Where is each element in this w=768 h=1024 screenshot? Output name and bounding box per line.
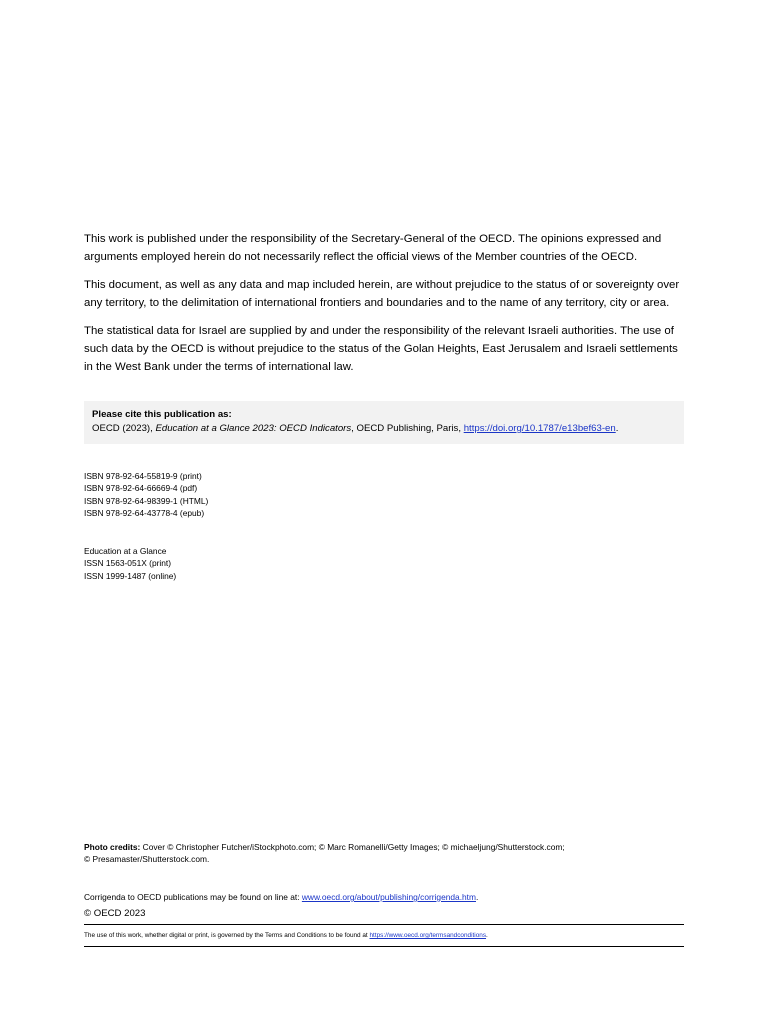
isbn-pdf: ISBN 978-92-64-66669-4 (pdf) — [84, 483, 198, 494]
citation-end: . — [615, 423, 619, 434]
terms-note — [84, 931, 488, 941]
citation-doi-link[interactable]: https://doi.org/10.1787/e13bef63-en — [463, 423, 616, 434]
photo-credits-line2: © Presamaster/Shutterstock.com. — [84, 854, 210, 865]
photo-credits — [84, 841, 684, 866]
isbn-html: ISBN 978-92-64-98399-1 (HTML) — [84, 495, 209, 506]
corrigenda-link[interactable]: www.oecd.org/about/publishing/corrigenda.htm — [301, 892, 476, 902]
issn-list — [84, 545, 176, 582]
disclaimer-paragraph-israel: The statistical data for Israel are supplied by and under the responsibility of the relevant Israeli authorities. The use of such data by the OECD is without prejudice to the status of the Golan Heights, East Jerusalem and Israeli settlements in the West Bank under the terms of international law. — [84, 325, 678, 373]
top-divider — [84, 924, 684, 925]
issn-print: ISSN 1563-051X (print) — [84, 558, 172, 569]
photo-credits-line1: Cover © Christopher Futcher/iStockphoto.com; © Marc Romanelli/Getty Images; © michaeljung/Shutterstock.com; — [140, 842, 565, 852]
copyright-notice: © OECD 2023 — [84, 908, 146, 919]
isbn-epub: ISBN 978-92-64-43778-4 (epub) — [84, 508, 205, 519]
citation-suffix: , OECD Publishing, Paris, — [351, 423, 464, 434]
disclaimer-section — [84, 230, 688, 386]
series-title: Education at a Glance — [84, 546, 167, 556]
corrigenda-note — [84, 891, 478, 903]
isbn-list — [84, 470, 208, 520]
citation-prefix: OECD (2023), — [92, 423, 156, 434]
disclaimer-paragraph-territory: This document, as well as any data and map included herein, are without prejudice to the status of or sovereignty over any territory, to the delimitation of international frontiers and boundaries and to the name of any territory, city or area. — [84, 279, 680, 309]
citation-heading: Please cite this publication as: — [92, 409, 232, 420]
isbn-print: ISBN 978-92-64-55819-9 (print) — [84, 471, 202, 481]
citation-title: Education at a Glance 2023: OECD Indicators — [155, 423, 352, 434]
issn-online: ISSN 1999-1487 (online) — [84, 570, 177, 581]
citation-box — [84, 401, 684, 444]
corrigenda-prefix: Corrigenda to OECD publications may be found on line at: — [84, 892, 302, 902]
bottom-divider — [84, 946, 684, 947]
citation-text — [92, 423, 618, 434]
terms-prefix: The use of this work, whether digital or print, is governed by the Terms and Conditions to be found at — [84, 932, 370, 939]
terms-link[interactable]: https://www.oecd.org/termsandconditions — [369, 932, 487, 939]
disclaimer-paragraph-responsibility: This work is published under the responsibility of the Secretary-General of the OECD. The opinions expressed and arguments employed herein do not necessarily reflect the official views of the Member countries of the OECD. — [84, 233, 662, 263]
photo-credits-label: Photo credits: — [84, 842, 141, 852]
terms-end: . — [486, 932, 488, 939]
corrigenda-end: . — [476, 892, 479, 902]
